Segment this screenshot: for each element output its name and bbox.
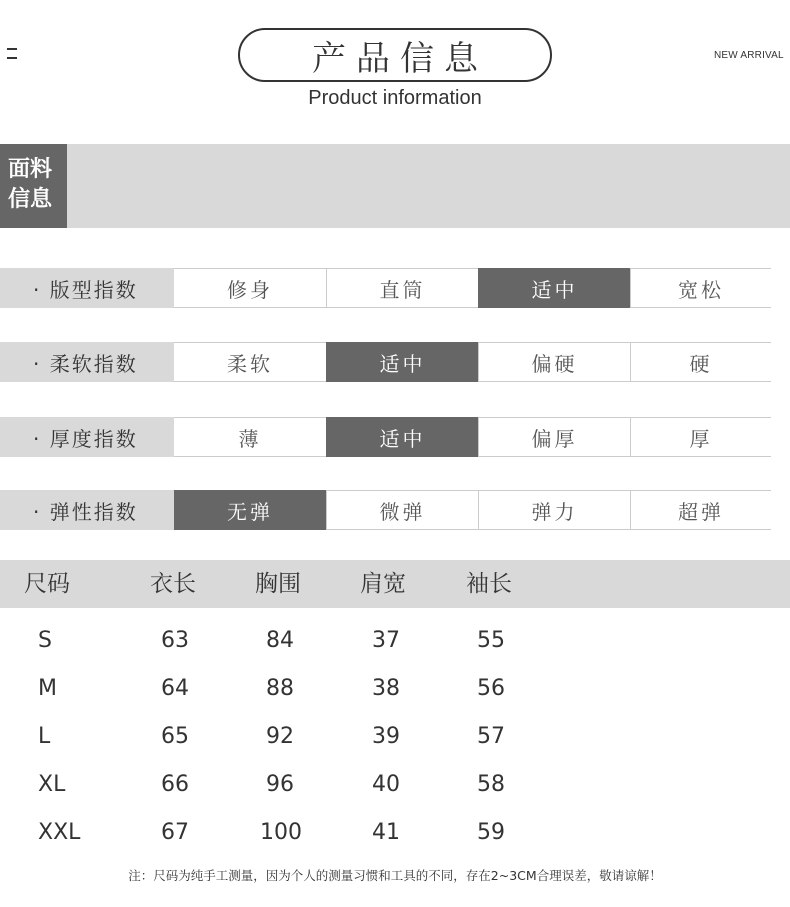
column-header-shoulder: 肩宽 (360, 571, 406, 597)
table-cell: 92 (266, 724, 294, 749)
table-cell: S (38, 628, 52, 653)
table-cell: 55 (477, 628, 505, 653)
column-header-size: 尺码 (24, 571, 70, 597)
fabric-label (0, 144, 67, 228)
index-option: 偏厚 (478, 417, 630, 457)
page-subtitle: Product information (308, 87, 482, 109)
table-cell: 66 (161, 772, 189, 797)
table-cell: 67 (161, 820, 189, 845)
title-pill (238, 28, 552, 82)
column-header-sleeve: 袖长 (466, 571, 512, 597)
index-option-selected: 无弹 (174, 490, 326, 530)
fabric-banner (0, 144, 790, 228)
table-cell: 88 (266, 676, 294, 701)
index-option-selected: 适中 (478, 268, 630, 308)
table-cell: 96 (266, 772, 294, 797)
row-label: · 版型指数 (0, 268, 174, 308)
table-cell: 65 (161, 724, 189, 749)
row-label: · 柔软指数 (0, 342, 174, 382)
table-cell: XL (38, 772, 66, 797)
index-option: 微弹 (326, 490, 478, 530)
table-cell: 100 (260, 820, 302, 845)
menu-icon[interactable] (7, 46, 17, 60)
table-cell: 58 (477, 772, 505, 797)
index-option: 厚 (630, 417, 771, 457)
index-option: 薄 (174, 417, 326, 457)
index-option: 硬 (630, 342, 771, 382)
fabric-label-line1: 面料 (8, 157, 53, 182)
table-cell: 38 (372, 676, 400, 701)
index-option: 超弹 (630, 490, 771, 530)
table-cell: 59 (477, 820, 505, 845)
thickness-index-row (0, 417, 771, 457)
table-cell: 64 (161, 676, 189, 701)
table-cell: 84 (266, 628, 294, 653)
table-cell: 63 (161, 628, 189, 653)
index-option: 弹力 (478, 490, 630, 530)
fit-index-row (0, 268, 771, 308)
column-header-chest: 胸围 (255, 571, 301, 597)
fabric-label-line2: 信息 (8, 187, 53, 212)
index-option: 柔软 (174, 342, 326, 382)
index-option: 偏硬 (478, 342, 630, 382)
table-cell: 39 (372, 724, 400, 749)
row-label: · 厚度指数 (0, 417, 174, 457)
index-option-selected: 适中 (326, 342, 478, 382)
table-cell: 41 (372, 820, 400, 845)
index-option: 直筒 (326, 268, 478, 308)
row-label: · 弹性指数 (0, 490, 174, 530)
column-header-length: 衣长 (150, 571, 196, 597)
size-table-header (0, 560, 790, 608)
page-title: 产品信息 (312, 38, 488, 79)
table-cell: XXL (38, 820, 81, 845)
measurement-note: 注：尺码为纯手工测量，因为个人的测量习惯和工具的不同，存在2~3CM合理误差，敬请谅解！ (128, 868, 662, 883)
index-option-selected: 适中 (326, 417, 478, 457)
softness-index-row (0, 342, 771, 382)
index-option: 宽松 (630, 268, 771, 308)
elasticity-index-row (0, 490, 771, 530)
table-cell: 57 (477, 724, 505, 749)
table-cell: M (38, 676, 57, 701)
new-arrival-label: NEW ARRIVAL (714, 50, 784, 61)
table-cell: 56 (477, 676, 505, 701)
table-cell: 37 (372, 628, 400, 653)
table-cell: L (38, 724, 51, 749)
index-option: 修身 (174, 268, 326, 308)
table-cell: 40 (372, 772, 400, 797)
